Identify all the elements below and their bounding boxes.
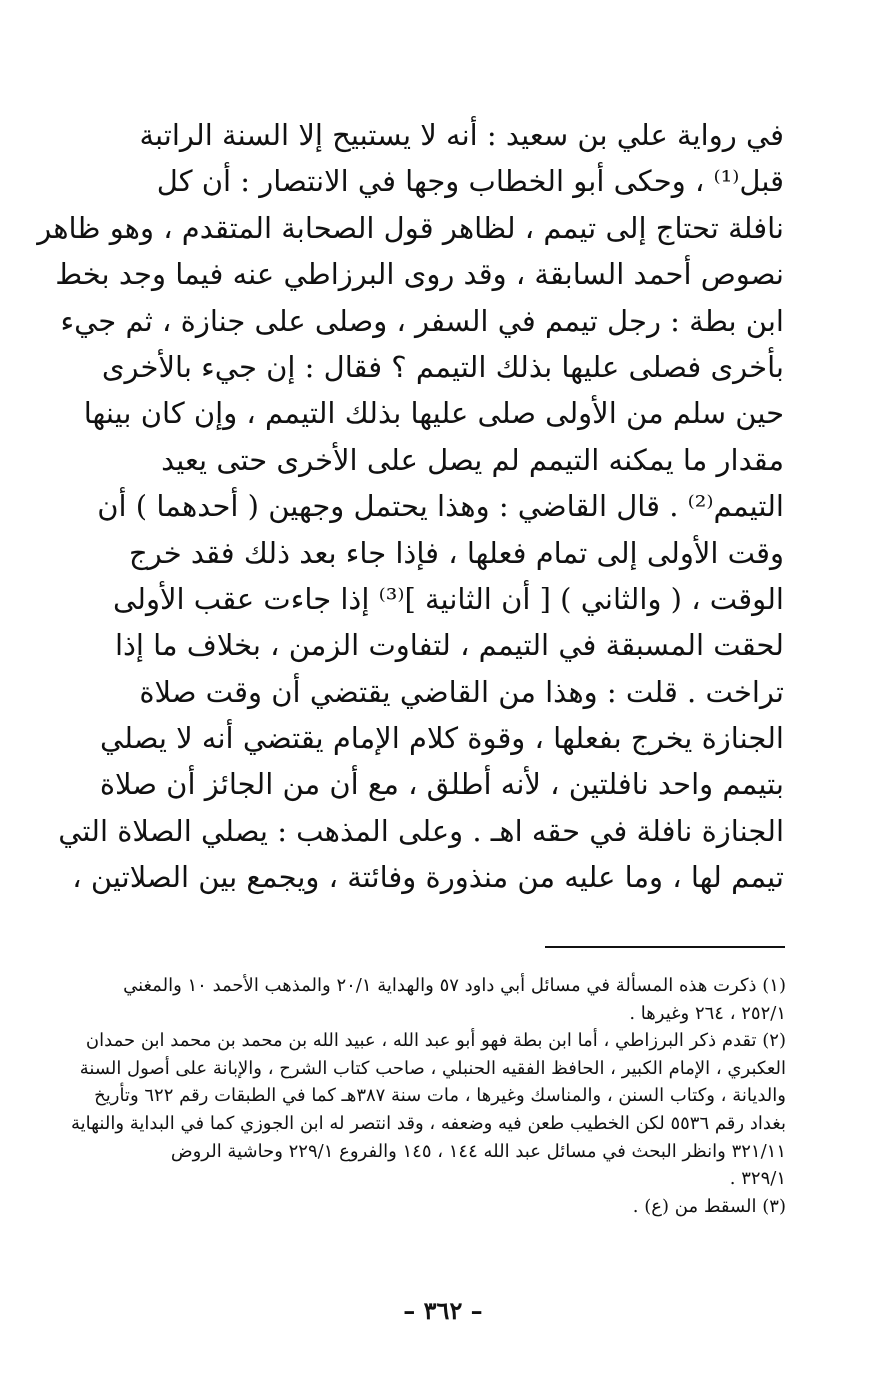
footnote-line: (٢) تقدم ذكر البرزاطي ، أما ابن بطة فهو أبو عبد الله ، عبيد الله بن محمد بن محمد ابن حمدان — [85, 1030, 786, 1052]
main-text-line: ابن بطة : رجل تيمم في السفر ، وصلى على جنازة ، ثم جيء — [60, 303, 784, 338]
footnote-separator — [545, 946, 785, 948]
main-text-line: نافلة تحتاج إلى تيمم ، لظاهر قول الصحابة المتقدم ، وهو ظاهر — [37, 210, 784, 245]
main-text-line: وقت الأولى إلى تمام فعلها ، فإذا جاء بعد ذلك فقد خرج — [128, 535, 784, 570]
main-text-line: بأخرى فصلى عليها بذلك التيمم ؟ فقال : إن جيء بالأخرى — [101, 349, 784, 384]
footnote-line: بغداد رقم ٥٥٣٦ لكن الخطيب طعن فيه وضعفه ، وقد انتصر له ابن الجوزي كما في البداية والنهاية — [70, 1112, 786, 1134]
footnote-line: العكبري ، الإمام الكبير ، الحافظ الفقيه الحنبلي ، صاحب كتاب الشرح ، والإبانة على أصول السنة — [79, 1057, 786, 1079]
main-text-line: الجنازة يخرج بفعلها ، وقوة كلام الإمام يقتضي أنه لا يصلي — [99, 721, 784, 756]
main-text-line: في رواية علي بن سعيد : أنه لا يستبيح إلا السنة الراتبة — [139, 118, 784, 152]
footnotes — [70, 972, 786, 1220]
footnote-line: ٣٢٩/١ . — [729, 1168, 786, 1190]
main-text-line: تيمم لها ، وما عليه من منذورة وفائتة ، ويجمع بين الصلاتين ، — [72, 860, 784, 895]
footnote-line: (١) ذكرت هذه المسألة في مسائل أبي داود ٥٧ والهداية ٢٠/١ والمذهب الأحمد ١٠ والمغني — [123, 975, 786, 996]
main-text-line: الجنازة نافلة في حقه اهـ . وعلى المذهب : يصلي الصلاة التي — [58, 813, 784, 848]
main-text-body — [37, 112, 784, 901]
main-text-line: نصوص أحمد السابقة ، وقد روى البرزاطي عنه فيما وجد بخط — [55, 257, 784, 292]
footnote-line: ٣٢١/١١ وانظر البحث في مسائل عبد الله ١٤٤ ، ١٤٥ والفروع ٢٢٩/١ وحاشية الروض — [170, 1140, 786, 1162]
main-text-line: قبل⁽¹⁾ ، وحكى أبو الخطاب وجها في الانتصار : أن كل — [156, 164, 784, 199]
footnote-line: والديانة ، وكتاب السنن ، والمناسك وغيرها ، مات سنة ٣٨٧هـ كما في الطبقات رقم ٦٢٢ وتأريخ — [94, 1085, 786, 1107]
main-text-line: بتيمم واحد نافلتين ، لأنه أطلق ، مع أن من الجائز أن صلاة — [99, 767, 784, 802]
main-text-line: تراخت . قلت : وهذا من القاضي يقتضي أن وقت صلاة — [139, 674, 784, 709]
page-number: – ٣٦٢ – — [403, 1296, 483, 1325]
main-text-line: الوقت ، ( والثاني ) [ أن الثانية ]⁽³⁾ إذا جاءت عقب الأولى — [112, 581, 784, 616]
main-text-line: مقدار ما يمكنه التيمم لم يصل على الأخرى حتى يعيد — [161, 442, 784, 477]
main-text-line: التيمم⁽²⁾ . قال القاضي : وهذا يحتمل وجهين ( أحدهما ) أن — [97, 489, 784, 524]
footnote-line: ٢٥٢/١ ، ٢٦٤ وغيرها . — [629, 1002, 786, 1024]
footnote-line: (٣) السقط من (ع) . — [632, 1195, 786, 1217]
main-text-line: لحقت المسبقة في التيمم ، لتفاوت الزمن ، بخلاف ما إذا — [114, 628, 784, 663]
main-text-line: حين سلم من الأولى صلى عليها بذلك التيمم ، وإن كان بينها — [83, 396, 784, 431]
